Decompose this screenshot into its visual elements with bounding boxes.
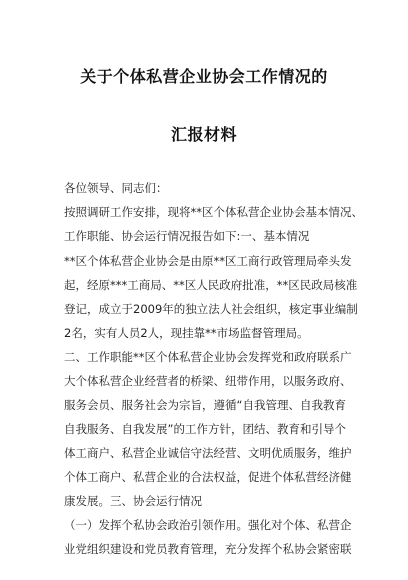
paragraph-line: 康发展。三、协会运行情况 [64, 494, 202, 508]
paragraph-line: 二、工作职能**区个体私营企业协会发挥党和政府联系广 [64, 350, 352, 364]
paragraph-line: 2名，实有人员2人，现挂靠**市场监督管理局。 [64, 326, 309, 340]
paragraph-line: （一）发挥个私协会政治引领作用。强化对个体、私营企 [64, 518, 352, 532]
paragraph-line: 工作职能、协会运行情况报告如下:一、基本情况 [64, 229, 310, 243]
paragraph-line: 起，经原***工商局、**区人民政府批准，**区民政局核准 [64, 278, 358, 292]
paragraph-line: 按照调研工作安排，现将**区个体私营企业协会基本情况、 [64, 205, 363, 219]
paragraph-line: 大个体私营企业经营者的桥梁、纽带作用，以服务政府、 [64, 374, 352, 388]
paragraph-line: 服务会员、服务社会为宗旨，遵循“自我管理、自我教育 [64, 398, 346, 412]
document-title-line-2: 汇报材料 [170, 125, 237, 144]
paragraph-line: 业党组织建设和党员教育管理，充分发挥个私协会紧密联 [64, 542, 352, 556]
document-title-line-1: 关于个体私营企业协会工作情况的 [80, 67, 328, 86]
paragraph-line: 自我服务、自我发展”的工作方针，团结、教育和引导个 [64, 422, 346, 436]
paragraph-line: 个体工商户、私营企业的合法权益，促进个体私营经济健 [64, 470, 352, 484]
paragraph-line: 登记，成立于2009年的独立法人社会组织，核定事业编制 [64, 302, 358, 316]
paragraph-line: 体工商户、私营企业诚信守法经营、文明优质服务，维护 [64, 446, 352, 460]
salutation: 各位领导、同志们： [64, 181, 168, 195]
paragraph-line: **区个体私营企业协会是由原**区工商行政管理局牵头发 [64, 254, 352, 268]
